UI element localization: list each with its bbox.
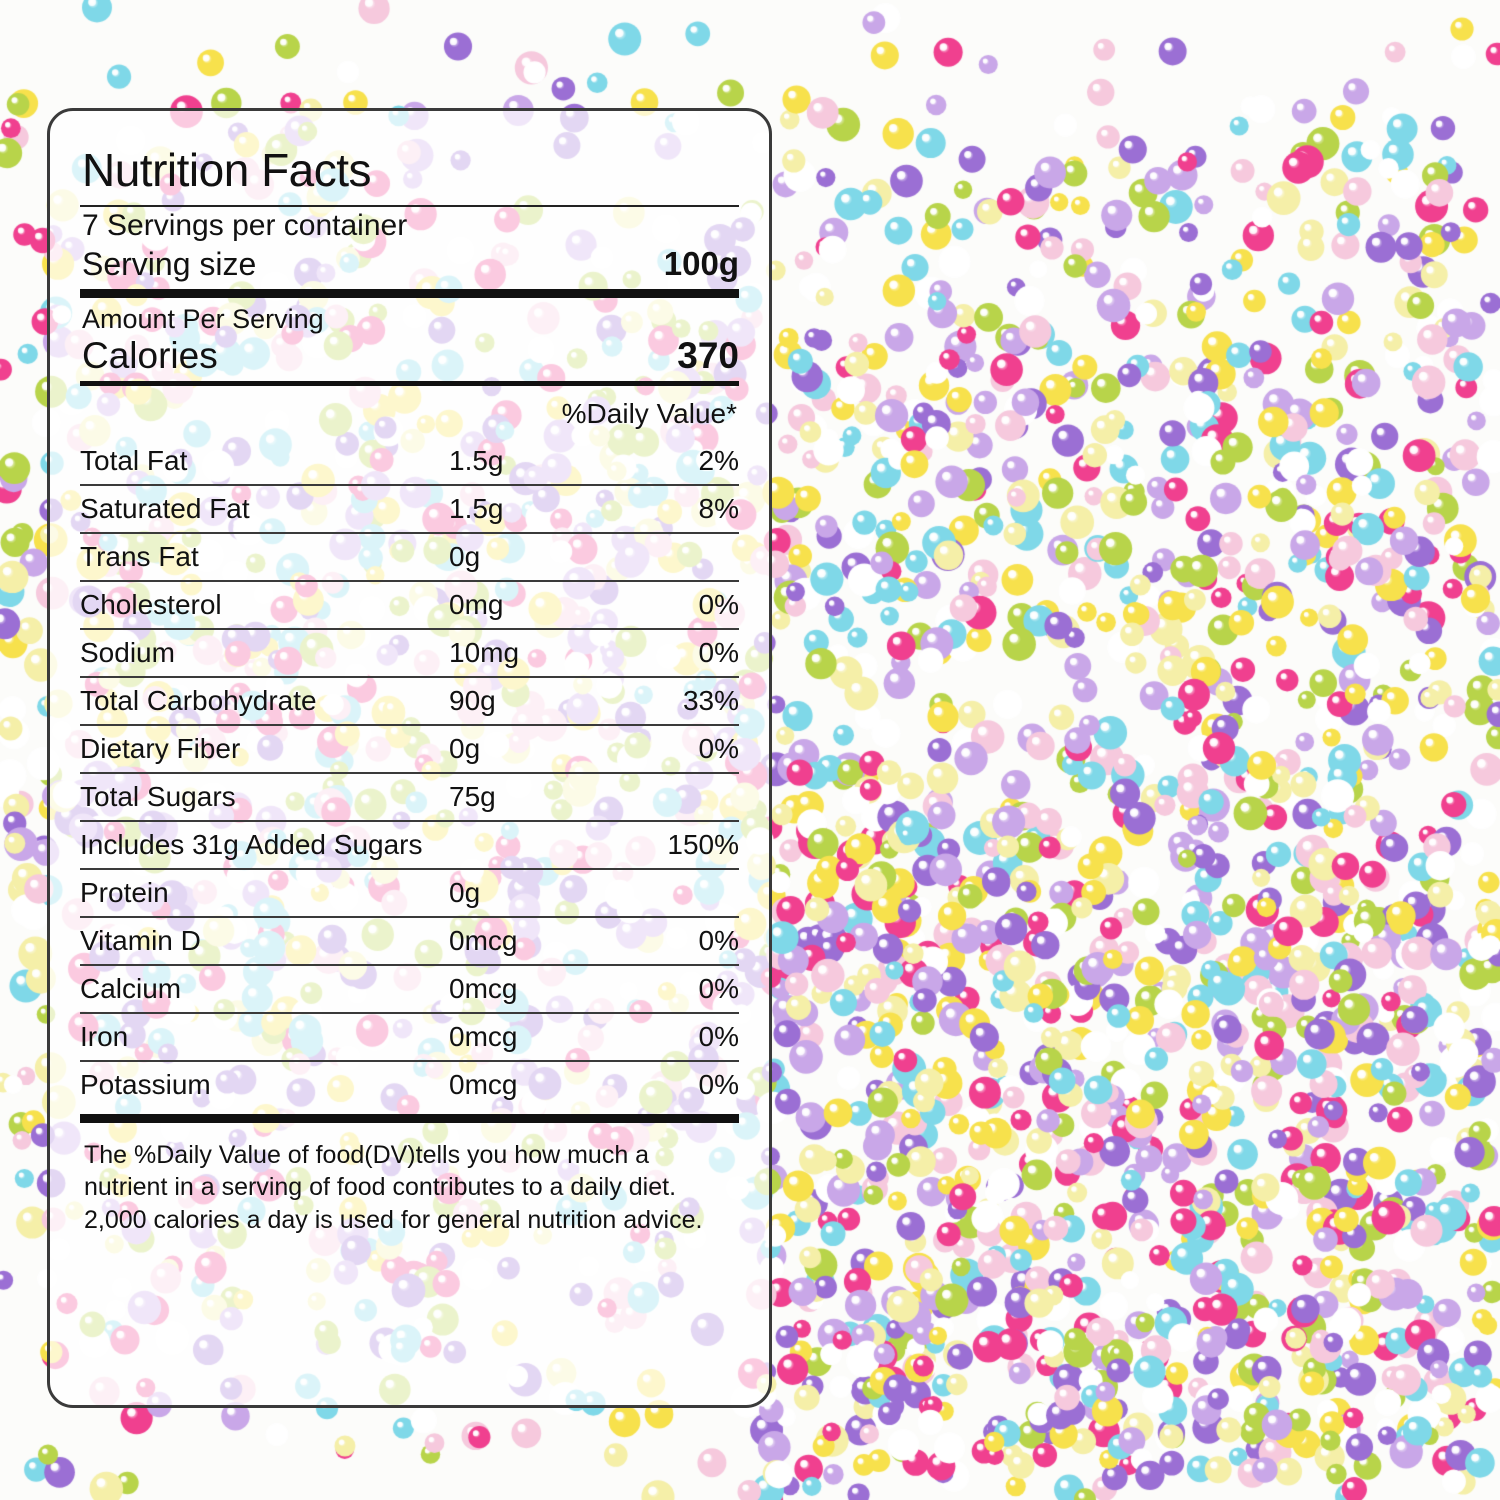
nutrient-amount: 10mg xyxy=(449,629,629,677)
nutrient-daily-value: 150% xyxy=(629,821,739,869)
table-row xyxy=(80,1013,739,1061)
nutrient-name: Vitamin D xyxy=(80,917,449,965)
daily-value-header: %Daily Value* xyxy=(561,397,737,429)
nutrient-daily-value: 8% xyxy=(629,485,739,533)
nutrient-daily-value: 0% xyxy=(629,581,739,629)
nutrient-daily-value xyxy=(629,773,739,821)
nutrient-amount: 0mcg xyxy=(449,965,629,1013)
daily-value-footnote: The %Daily Value of food(DV)tells you how much a nutrient in a serving of food contributes to a daily diet. 2,000 calories a day is used for general nutrition advice. xyxy=(84,1140,703,1234)
nutrient-daily-value: 2% xyxy=(629,438,739,485)
nutrient-amount: 0g xyxy=(449,725,629,773)
serving-size-label: Serving size xyxy=(82,245,257,282)
nutrient-amount: 90g xyxy=(449,677,629,725)
nutrient-name: Includes 31g Added Sugars xyxy=(80,821,449,869)
table-row xyxy=(80,438,739,485)
nutrient-name: Protein xyxy=(80,869,449,917)
table-row xyxy=(80,821,739,869)
amount-per-serving-label: Amount Per Serving xyxy=(82,303,324,334)
nutrient-amount: 0mcg xyxy=(449,1013,629,1061)
calories-row xyxy=(82,335,739,377)
nutrient-name: Cholesterol xyxy=(80,581,449,629)
serving-size-row xyxy=(82,245,739,283)
nutrient-name: Saturated Fat xyxy=(80,485,449,533)
table-row xyxy=(80,581,739,629)
nutrient-daily-value: 33% xyxy=(629,677,739,725)
nutrient-amount xyxy=(449,821,629,869)
nutrient-daily-value: 0% xyxy=(629,1013,739,1061)
nutrient-amount: 0g xyxy=(449,533,629,581)
divider-thick-top xyxy=(80,289,739,298)
nutrient-daily-value xyxy=(629,869,739,917)
nutrient-amount: 0g xyxy=(449,869,629,917)
table-row xyxy=(80,773,739,821)
nutrient-amount: 1.5g xyxy=(449,485,629,533)
nutrient-daily-value xyxy=(629,533,739,581)
nutrient-daily-value: 0% xyxy=(629,917,739,965)
nutrient-amount: 75g xyxy=(449,773,629,821)
nutrient-name: Total Fat xyxy=(80,438,449,485)
nutrient-amount: 0mcg xyxy=(449,917,629,965)
calories-label: Calories xyxy=(82,334,218,376)
nutrient-amount: 0mcg xyxy=(449,1068,518,1100)
nutrients-table xyxy=(80,438,739,1108)
table-row xyxy=(80,533,739,581)
page-title: Nutrition Facts xyxy=(82,144,372,196)
nutrient-daily-value: 0% xyxy=(629,965,739,1013)
serving-size-value: 100g xyxy=(663,244,739,282)
nutrient-name: Potassium xyxy=(80,1068,211,1100)
calories-value: 370 xyxy=(677,334,739,376)
servings-per-container: 7 Servings per container xyxy=(82,209,408,242)
nutrient-name: Total Sugars xyxy=(80,773,449,821)
nutrient-name: Dietary Fiber xyxy=(80,725,449,773)
nutrient-daily-value: 0% xyxy=(698,1068,739,1100)
table-row xyxy=(80,1061,739,1108)
nutrient-name: Iron xyxy=(80,1013,449,1061)
nutrient-daily-value: 0% xyxy=(629,725,739,773)
table-row xyxy=(80,965,739,1013)
nutrition-facts-panel xyxy=(47,108,772,1408)
nutrient-name: Calcium xyxy=(80,965,449,1013)
table-row xyxy=(80,917,739,965)
nutrient-name: Total Carbohydrate xyxy=(80,677,449,725)
divider-under-calories xyxy=(80,381,739,386)
nutrient-name: Sodium xyxy=(80,629,449,677)
nutrient-amount: 0mg xyxy=(449,581,629,629)
table-row xyxy=(80,629,739,677)
table-row xyxy=(80,485,739,533)
nutrient-amount: 1.5g xyxy=(449,438,629,485)
nutrient-daily-value: 0% xyxy=(629,629,739,677)
table-row xyxy=(80,869,739,917)
table-row xyxy=(80,725,739,773)
nutrient-name: Trans Fat xyxy=(80,533,449,581)
divider-thick-bottom xyxy=(80,1114,739,1123)
table-row xyxy=(80,677,739,725)
